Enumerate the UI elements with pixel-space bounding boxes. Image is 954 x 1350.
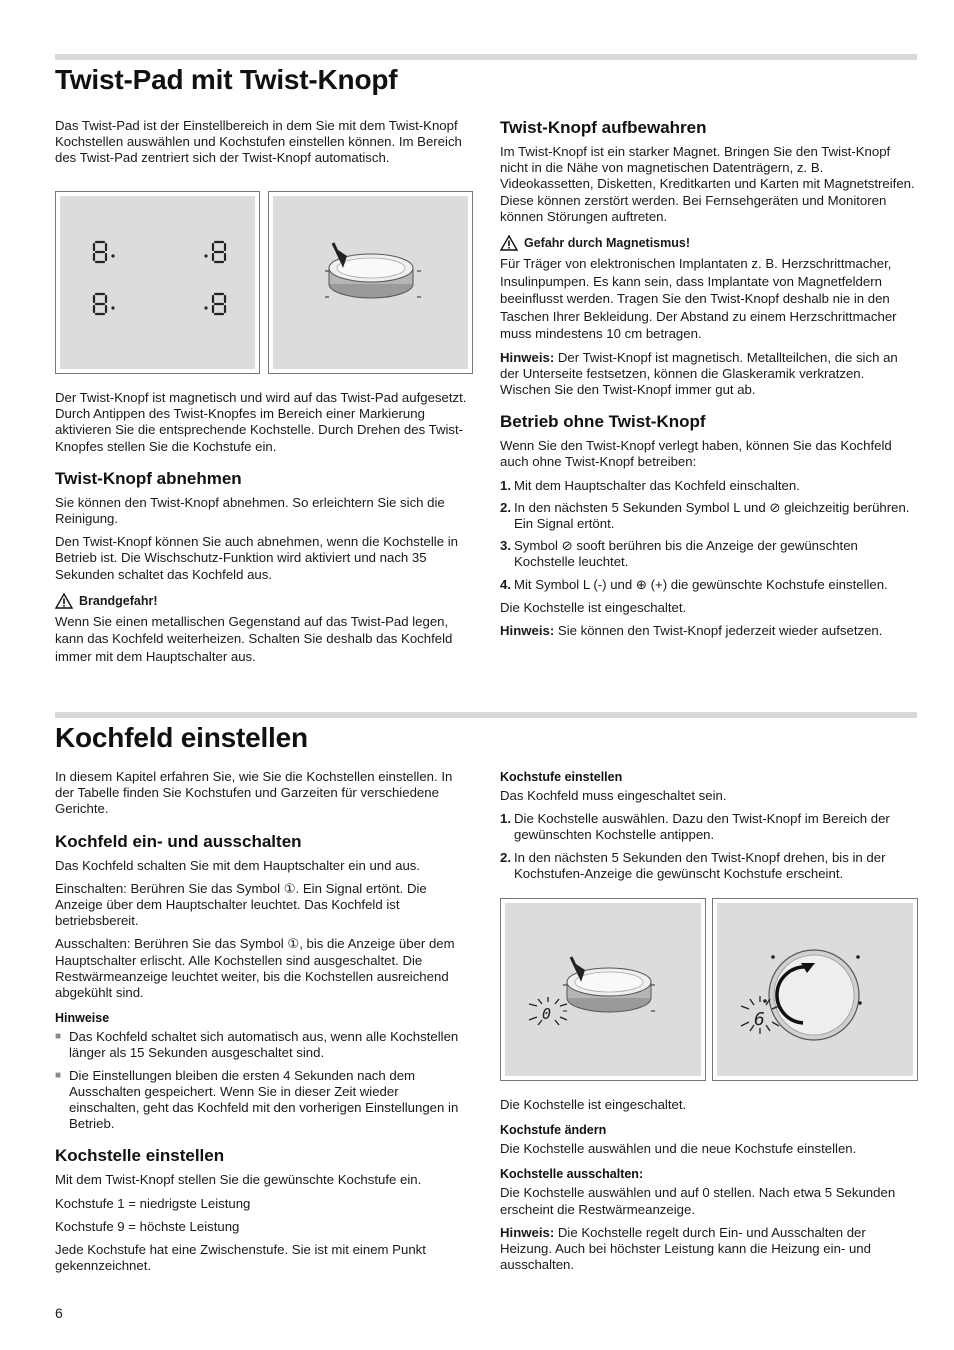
- remove-paragraph-1: Sie können den Twist-Knopf abnehmen. So erleichtern Sie sich die Reinigung.: [55, 494, 445, 527]
- on-off-paragraph-3: Ausschalten: Berühren Sie das Symbol ①, bis die Anzeige über dem Hauptschalter erlischt. Alle Kochstellen sind ausgeschaltet. Die Restwärmeanzeige leuchtet weiter, bis die Kochstellen ausreichend abgekühlt sind.: [55, 936, 455, 1001]
- intro-paragraph: Das Twist-Pad ist der Einstellbereich in dem Sie mit dem Twist-Knopf Kochstellen auswählen und Kochstufen einstellen können. Im Bereich des Twist-Pad zentriert sich der Twist-Knopf automatisch.: [55, 118, 462, 166]
- bullet-square-icon: ■: [55, 1031, 62, 1043]
- twist-knob-figure: [268, 191, 473, 374]
- cooking-zone-display-rear-left: [94, 294, 106, 314]
- hint-text: Der Twist-Knopf ist magnetisch. Metallteilchen, die sich an der Unterseite festsetzen, können die Glaskeramik verkratzen. Wischen Sie den Twist-Knopf immer gut ab.: [500, 349, 898, 397]
- bullet-square-icon: ■: [55, 1069, 62, 1081]
- without-knob-hint: [500, 623, 918, 639]
- hint-label: Hinweis:: [500, 1224, 555, 1240]
- magnetism-warning-text: Für Träger von elektronischen Implantaten z. B. Herzschrittmacher, Insulinpumpen. Es kann sein, dass Implantate von Magnetfeldern beeinflusst werden. Tragen Sie den Twist-Knopf deshalb nie in den Taschen Ihrer Bekleidung. Der Abstand zu einem Herzschrittmacher muss mindestens 10 cm betragen.: [500, 256, 897, 342]
- left-column-top: [55, 118, 471, 174]
- list-item: 2. In den nächsten 5 Sekunden Symbol L und ⊘ gleichzeitig berühren. Ein Signal ertönt.: [500, 499, 910, 531]
- section-title: Twist-Pad mit Twist-Knopf: [55, 64, 398, 95]
- on-off-paragraph-1: Das Kochfeld schalten Sie mit dem Hauptschalter ein und aus.: [55, 857, 421, 873]
- section-rule: [55, 54, 917, 60]
- zone-level-digit: 0: [542, 1005, 552, 1023]
- heading-change-power-level: Kochstufe ändern: [500, 1123, 607, 1138]
- cooking-zone-paragraph-3: Kochstufe 9 = höchste Leistung: [55, 1218, 240, 1234]
- hint-text: Die Kochstelle regelt durch Ein- und Ausschalten der Heizung. Auch bei höchster Leistung kann die Heizung ein- und ausschalten.: [500, 1224, 871, 1273]
- cooking-zone-paragraph-4: Jede Kochstufe hat eine Zwischenstufe. Sie ist mit einem Punkt gekennzeichnet.: [55, 1242, 426, 1274]
- cooking-zone-paragraph-2: Kochstufe 1 = niedrigste Leistung: [55, 1195, 251, 1211]
- fire-warning-title: Brandgefahr!: [79, 593, 158, 608]
- twist-knob-description: Der Twist-Knopf ist magnetisch und wird auf das Twist-Pad aufgesetzt. Durch Antippen des Twist-Knopfes im Bereich einer Markierung aktivieren Sie die entsprechende Kochstelle. Durch Drehen des Twist-Knopfes stellen Sie die Kochstufe ein.: [55, 390, 467, 454]
- right-column-bottom-bottom: [500, 1097, 918, 1280]
- select-zone-illustration: [505, 903, 701, 1076]
- cooking-zone-display-front-left: [94, 242, 106, 262]
- page-number: 6: [55, 1305, 63, 1321]
- cooking-zone-display-rear-right: [213, 294, 225, 314]
- list-item: 1. Mit dem Hauptschalter das Kochfeld einschalten.: [500, 477, 800, 493]
- hint-text: Sie können den Twist-Knopf jederzeit wieder aufsetzen.: [554, 622, 883, 638]
- list-item: 1. Die Kochstelle auswählen. Dazu den Twist-Knopf im Bereich der gewünschten Kochstelle antippen.: [500, 811, 890, 843]
- without-knob-result: Die Kochstelle ist eingeschaltet.: [500, 599, 687, 615]
- without-knob-steps: [500, 478, 918, 593]
- on-off-paragraph-2: Einschalten: Berühren Sie das Symbol ①. Ein Signal ertönt. Die Anzeige über dem Hauptschalter leuchtet. Das Kochfeld ist betriebsbereit.: [55, 880, 427, 929]
- list-item: ■ Das Kochfeld schaltet sich automatisch aus, wenn alle Kochstellen länger als 15 Sekunden ausgeschaltet sind.: [55, 1029, 459, 1061]
- heading-switch-off-zone: Kochstelle ausschalten:: [500, 1167, 644, 1182]
- warning-triangle-icon: [55, 593, 73, 609]
- left-column-mid: [55, 390, 471, 672]
- section-title: Kochfeld einstellen: [55, 722, 308, 753]
- warning-triangle-icon: [500, 235, 518, 251]
- store-paragraph: Im Twist-Knopf ist ein starker Magnet. Bringen Sie den Twist-Knopf nicht in die Nähe von magnetischen Datenträgern, z. B. Videokassetten, Disketten, Kreditkarten und Karten mit Magnetstreifen. Diese können zerstört werden. Bei Fernsehgeräten und Monitoren können Störungen auftreten.: [500, 144, 915, 224]
- heading-twist-knob-store: Twist-Knopf aufbewahren: [500, 118, 707, 137]
- left-column-bottom: [55, 769, 471, 1281]
- fire-warning-text: Wenn Sie einen metallischen Gegenstand auf das Twist-Pad legen, kann das Kochfeld weiterheizen. Schalten Sie deshalb das Kochfeld immer mit dem Hauptschalter aus.: [55, 613, 453, 664]
- rotate-knob-illustration: [717, 903, 913, 1076]
- change-power-level-paragraph: Die Kochstelle auswählen und die neue Kochstufe einstellen.: [500, 1141, 857, 1157]
- rotate-knob-figure: [712, 898, 918, 1081]
- hint-label: Hinweis:: [500, 349, 555, 365]
- cooking-zone-display-front-right: [213, 242, 225, 262]
- select-zone-figure: [500, 898, 706, 1081]
- list-item: 2. In den nächsten 5 Sekunden den Twist-Knopf drehen, bis in der Kochstufen-Anzeige die gewünscht Kochstufe erscheint.: [500, 849, 886, 881]
- power-level-paragraph: Das Kochfeld muss eingeschaltet sein.: [500, 788, 727, 803]
- right-column-bottom-top: [500, 760, 918, 889]
- twist-pad-display-illustration: [60, 196, 255, 369]
- hint-label: Hinweis:: [500, 622, 555, 638]
- fire-warning: [55, 593, 471, 609]
- list-item: ■ Die Einstellungen bleiben die ersten 4 Sekunden nach dem Ausschalten gespeichert. Wenn Sie in dieser Zeit wieder einschalten, geht das Kochfeld mit den vorherigen Einstellungen in Betrieb.: [55, 1067, 459, 1132]
- cooking-zone-paragraph-1: Mit dem Twist-Knopf stellen Sie die gewünschte Kochstufe ein.: [55, 1172, 422, 1188]
- twist-knob-illustration: [273, 196, 468, 369]
- heading-cooktop-on-off: Kochfeld ein- und ausschalten: [55, 831, 302, 851]
- heading-operation-without-knob: Betrieb ohne Twist-Knopf: [500, 412, 706, 432]
- magnetism-warning-title: Gefahr durch Magnetismus!: [524, 236, 690, 251]
- without-knob-paragraph: Wenn Sie den Twist-Knopf verlegt haben, können Sie das Kochfeld auch ohne Twist-Knopf betreiben:: [500, 438, 892, 470]
- list-item: 3. Symbol ⊘ sooft berühren bis die Anzeige der gewünschten Kochstelle leuchtet.: [500, 538, 858, 570]
- remove-paragraph-2: Den Twist-Knopf können Sie auch abnehmen, wenn die Kochstelle in Betrieb ist. Die Wischschutz-Funktion wird aktiviert und nach 35 Sekunden schaltet das Kochfeld aus.: [55, 534, 458, 582]
- twist-pad-figure: [55, 191, 260, 374]
- section-rule: [55, 712, 917, 718]
- chapter-intro: In diesem Kapitel erfahren Sie, wie Sie die Kochstellen einstellen. In der Tabelle finden Sie Kochstufen und Garzeiten für verschiedene Gerichte.: [55, 769, 453, 817]
- heading-hints: Hinweise: [55, 1011, 110, 1026]
- heading-set-power-level: Kochstufe einstellen: [500, 770, 623, 784]
- switch-off-hint: [500, 1225, 918, 1274]
- power-level-steps: [500, 811, 918, 882]
- heading-twist-knob-remove: Twist-Knopf abnehmen: [55, 468, 242, 488]
- power-level-result: Die Kochstelle ist eingeschaltet.: [500, 1097, 687, 1112]
- magnetism-warning: [500, 235, 918, 251]
- hints-list: [55, 1029, 471, 1132]
- heading-set-cooking-zone: Kochstelle einstellen: [55, 1146, 225, 1166]
- switch-off-zone-paragraph: Die Kochstelle auswählen und auf 0 stellen. Nach etwa 5 Sekunden erscheint die Restwärmeanzeige.: [500, 1185, 896, 1217]
- right-column-top: [500, 104, 918, 646]
- list-item: 4. Mit Symbol L (-) und ⊕ (+) die gewünschte Kochstufe einstellen.: [500, 576, 888, 592]
- zone-level-digit: 6: [754, 1009, 765, 1030]
- store-hint: [500, 350, 918, 399]
